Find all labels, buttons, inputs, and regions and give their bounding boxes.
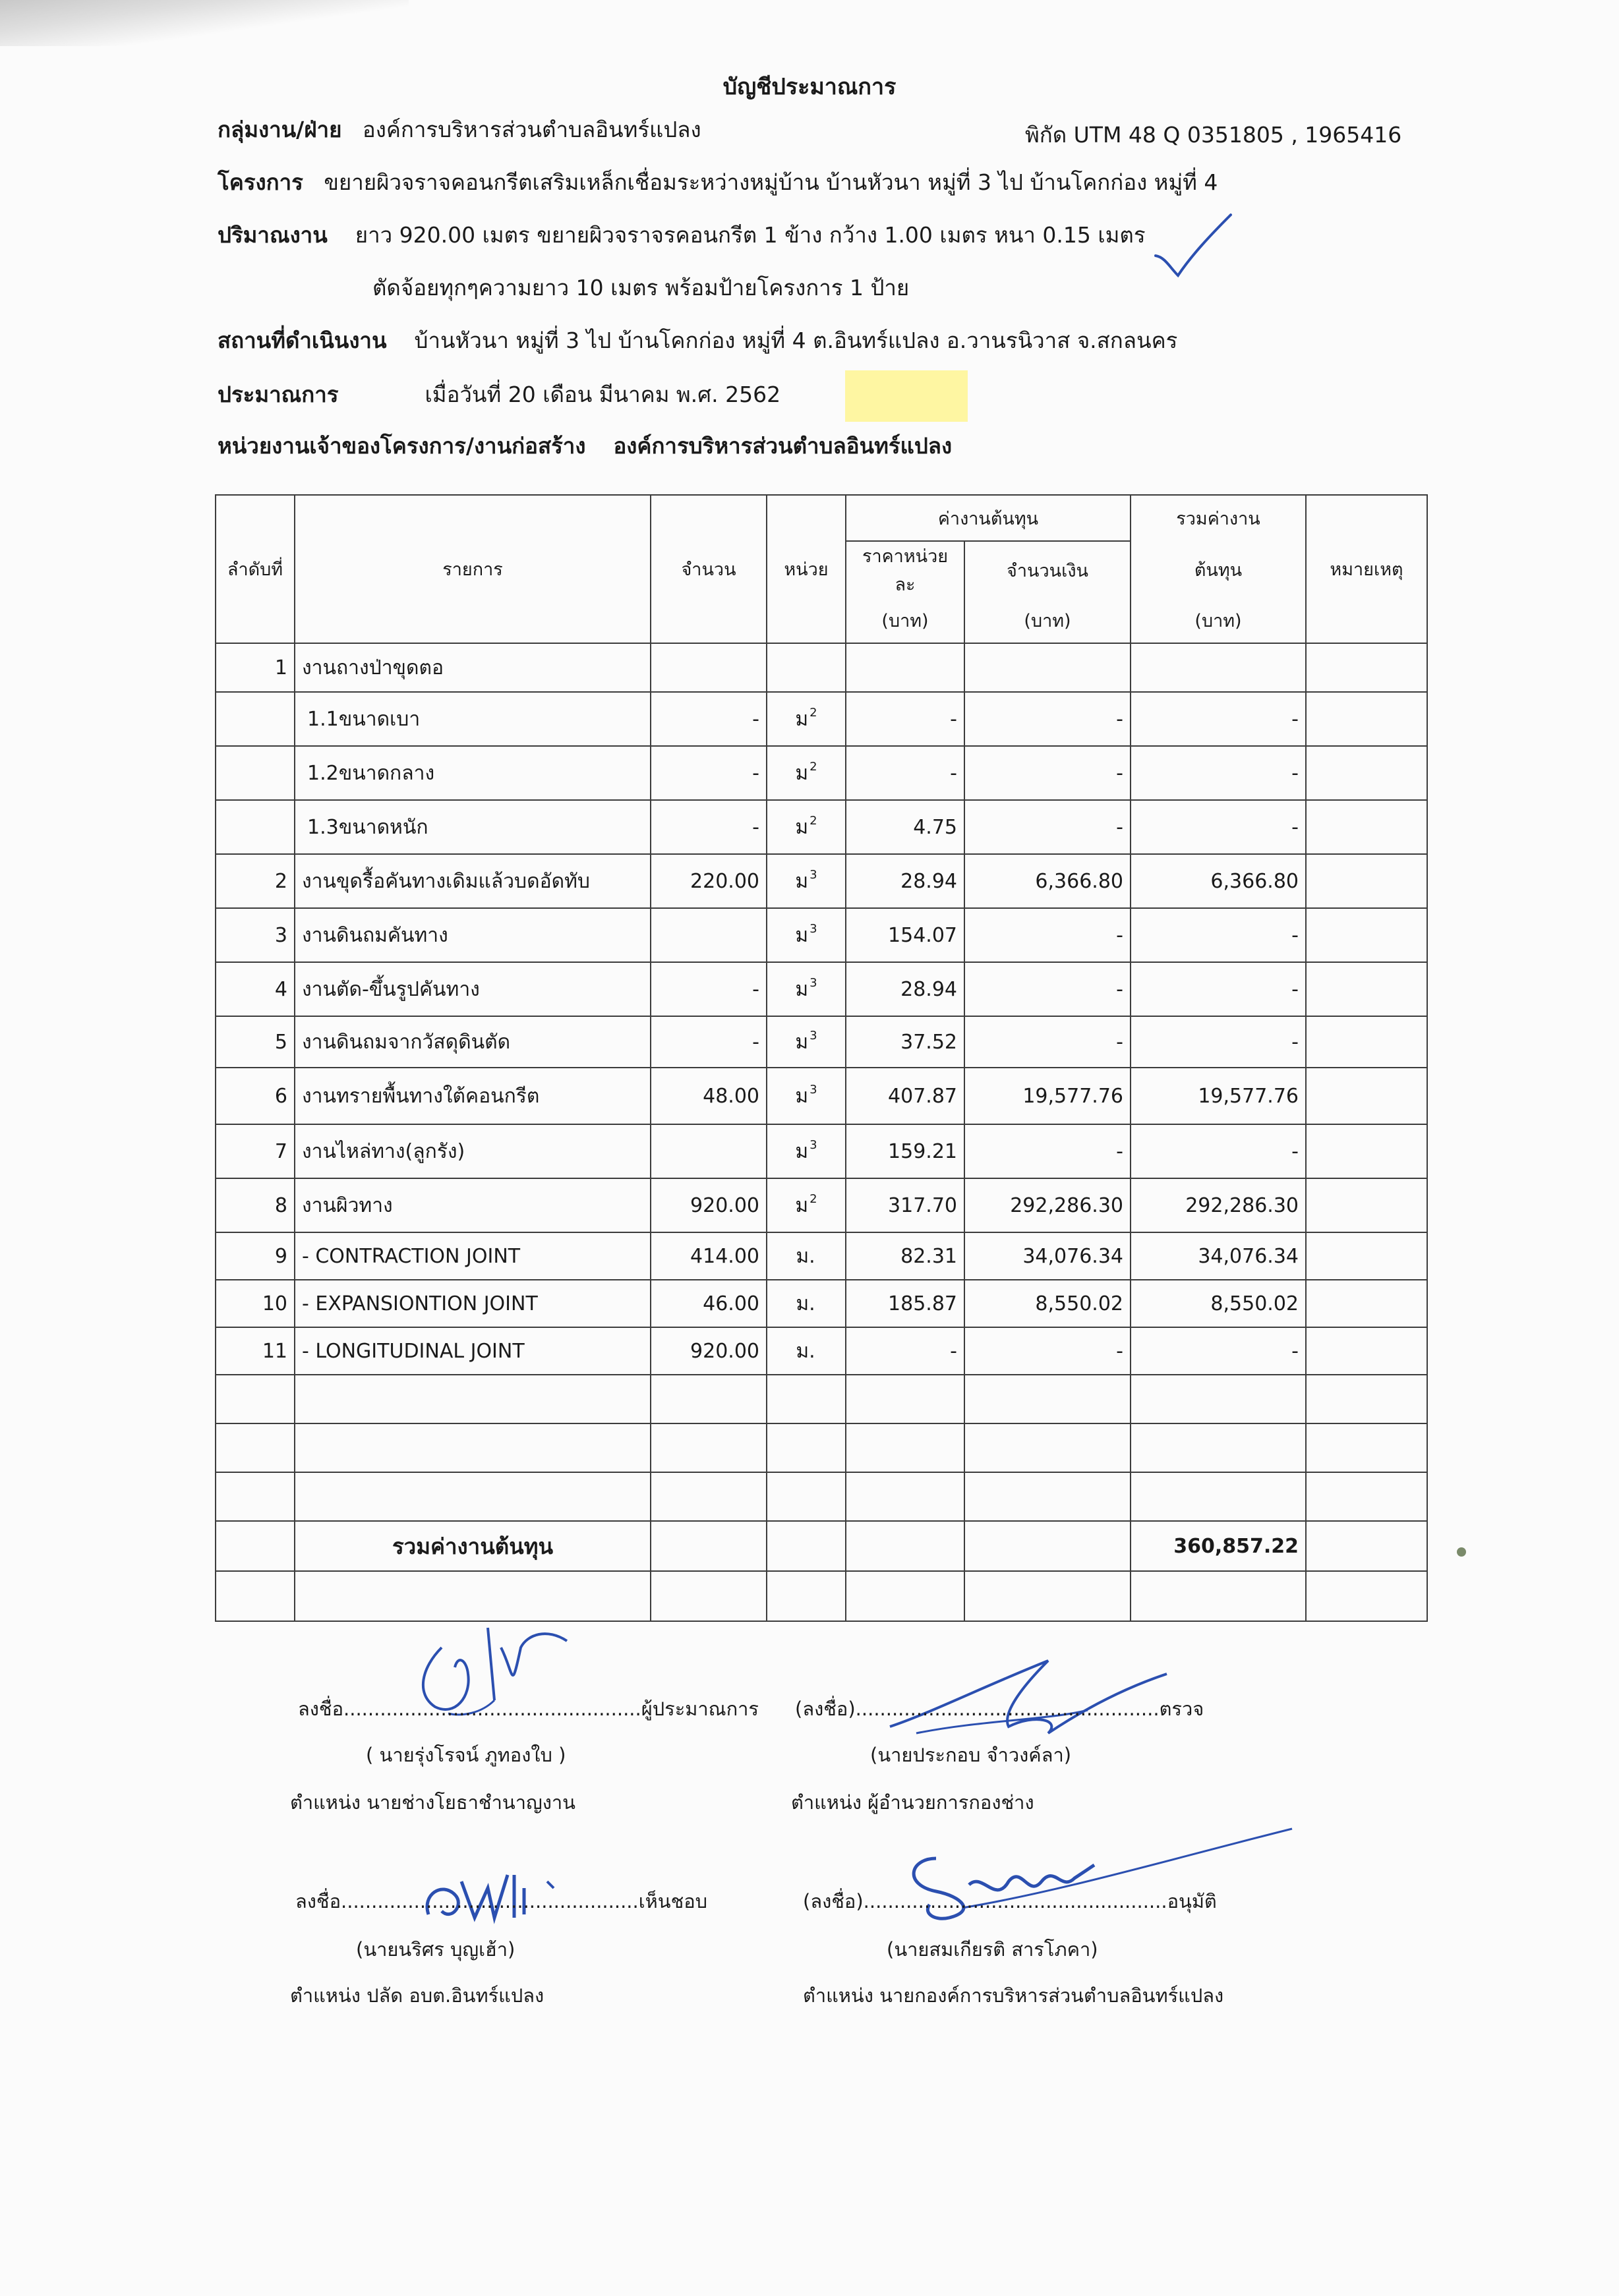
row-unit-price [846,962,964,1016]
row-item [295,962,651,1016]
table-row [216,1280,1427,1327]
owner-line [218,428,952,463]
row-qty [651,1327,767,1375]
sign-line-2: (ลงชื่อ)..................................................ตรวจ [795,1698,1204,1720]
row-qty-text: 46.00 [703,1292,759,1315]
header-total-2: ต้นทุน [1131,541,1306,598]
row-unit-price-text: 154.07 [888,923,957,947]
header-item: รายการ [295,495,651,643]
row-item [295,746,651,800]
estimate-label: ประมาณการ [218,382,339,407]
row-amount-text: 34,076.34 [1022,1244,1123,1268]
quantity-value: ยาว 920.00 เมตร ขยายผิวจราจรคอนกรีต 1 ข้าง กว้าง 1.00 เมตร หนา 0.15 เมตร [355,222,1146,248]
row-amount [964,1327,1131,1375]
row-amount-text: - [1116,815,1123,839]
row-item [295,1327,651,1375]
unit-exponent: 3 [810,921,817,936]
row-remark [1306,1016,1427,1068]
row-order-text: 2 [274,869,287,893]
row-amount-text: - [1116,761,1123,785]
row-qty [651,692,767,746]
row-remark [1306,854,1427,908]
group-line [218,112,701,147]
row-item [295,908,651,962]
row-amount [964,746,1131,800]
row-unit-price [846,908,964,962]
row-amount [964,1178,1131,1232]
row-total [1131,692,1306,746]
unit-exponent: 3 [810,975,817,990]
row-order-text: 9 [274,1244,287,1268]
row-qty-text: 220.00 [690,869,759,893]
row-unit-price [846,1178,964,1232]
row-qty [651,1178,767,1232]
row-qty [651,908,767,962]
row-remark [1306,1068,1427,1124]
row-qty [651,1124,767,1178]
row-amount-text: - [1116,1030,1123,1054]
row-unit-price [846,1280,964,1327]
row-order-text: 11 [262,1339,287,1363]
empty-row [216,1423,1427,1472]
header-total-3: (บาท) [1131,598,1306,643]
row-item [295,1178,651,1232]
unit-exponent: 2 [810,759,817,774]
row-qty-text: - [752,707,759,731]
row-total-text: 292,286.30 [1185,1193,1299,1217]
row-amount-text: - [1116,707,1123,731]
row-unit-price-text: - [950,761,957,785]
row-qty [651,1232,767,1280]
row-item [295,1124,651,1178]
checkmark-icon [1150,210,1236,282]
row-total [1131,908,1306,962]
row-qty-text: 48.00 [703,1084,759,1108]
row-unit-text: ม [795,761,809,785]
row-unit-price [846,692,964,746]
unit-exponent: 3 [810,1137,817,1152]
row-item-text: งานไหล่ทาง(ลูกรัง) [302,1139,465,1163]
estimate-date: เมื่อวันที่ 20 เดือน มีนาคม พ.ศ. 2562 [425,382,781,407]
header-amount: จำนวนเงิน [964,541,1131,598]
owner-value: องค์การบริหารส่วนตำบลอินทร์แปลง [613,433,953,459]
row-item-text: - CONTRACTION JOINT [302,1244,521,1268]
row-unit-text: ม [795,1084,809,1108]
row-item-text: - EXPANSIONTION JOINT [302,1292,538,1315]
row-order [216,962,295,1016]
estimate-line [218,377,780,412]
row-item-text: งานขุดรื้อคันทางเดิมแล้วบดอัดทับ [302,869,590,893]
signer-name-1: ( นายรุ่งโรจน์ ภูทองใบ ) [366,1744,566,1766]
row-total [1131,1280,1306,1327]
row-remark [1306,1178,1427,1232]
row-unit-price-text: 28.94 [900,869,957,893]
table-row [216,800,1427,854]
row-total-text: - [1291,1030,1299,1054]
location-line [218,323,1177,358]
project-label: โครงการ [218,169,303,195]
row-unit-price [846,1327,964,1375]
row-qty-text: - [752,977,759,1001]
row-item-text: 1.2ขนาดกลาง [307,761,435,785]
group-label: กลุ่มงาน/ฝ่าย [218,117,342,142]
total-row [216,1521,1427,1571]
row-qty-text: 920.00 [690,1193,759,1217]
unit-exponent: 2 [810,705,817,720]
row-item-text: งานตัด-ขึ้นรูปคันทาง [302,977,480,1001]
row-order [216,1280,295,1327]
row-unit [767,1280,846,1327]
row-order [216,1178,295,1232]
yellow-highlight [845,370,968,422]
unit-exponent: 3 [810,867,817,882]
row-order-text: 10 [262,1292,287,1315]
row-qty [651,854,767,908]
row-unit-price-text: 28.94 [900,977,957,1001]
row-order-text: 4 [274,977,287,1001]
row-item-text: งานดินถมจากวัสดุดินตัด [302,1030,511,1054]
row-remark [1306,1327,1427,1375]
row-unit-price-text: - [950,1339,957,1363]
row-remark [1306,692,1427,746]
row-unit-price [846,854,964,908]
row-unit-price-text: 37.52 [900,1030,957,1054]
row-total-text: - [1291,977,1299,1001]
unit-exponent: 2 [810,813,817,828]
row-order-text: 8 [274,1193,287,1217]
table-row [216,692,1427,746]
group-value: องค์การบริหารส่วนตำบลอินทร์แปลง [362,117,701,142]
signer-position-1: ตำแหน่ง นายช่างโยธาชำนาญงาน [290,1791,575,1814]
row-order [216,854,295,908]
row-item-text: งานทรายพื้นทางใต้คอนกรีต [302,1084,540,1108]
row-qty [651,1016,767,1068]
row-unit [767,854,846,908]
header-remark: หมายเหตุ [1306,495,1427,643]
row-unit [767,1327,846,1375]
row-item-text: งานผิวทาง [302,1193,393,1217]
row-qty [651,643,767,692]
quantity-label: ปริมาณงาน [218,222,328,248]
row-total-text: - [1291,1139,1299,1163]
header-order: ลำดับที่ [216,495,295,643]
unit-exponent: 3 [810,1082,817,1097]
table-footer [216,1375,1427,1621]
row-remark [1306,1124,1427,1178]
table-row [216,854,1427,908]
row-amount [964,1016,1131,1068]
row-item [295,692,651,746]
row-unit [767,692,846,746]
row-order-text: 6 [274,1084,287,1108]
header-unit-price-sub: (บาท) [846,598,964,643]
row-unit-text: ม. [796,1244,815,1268]
project-line [218,165,1218,200]
row-amount-text: 6,366.80 [1035,869,1123,893]
row-amount [964,962,1131,1016]
empty-row [216,1375,1427,1423]
row-amount [964,854,1131,908]
location-label: สถานที่ดำเนินงาน [218,328,387,353]
row-amount [964,692,1131,746]
row-unit-text: ม [795,1139,809,1163]
row-remark [1306,1280,1427,1327]
row-order [216,1327,295,1375]
row-unit-price [846,1068,964,1124]
row-amount [964,1280,1131,1327]
row-unit [767,800,846,854]
row-total-text: - [1291,707,1299,731]
row-item [295,1068,651,1124]
row-amount-text: - [1116,923,1123,947]
row-item [295,643,651,692]
row-qty [651,962,767,1016]
row-total [1131,746,1306,800]
row-unit-text: ม. [796,1292,815,1315]
row-qty-text: - [752,815,759,839]
row-amount [964,643,1131,692]
table-row [216,1232,1427,1280]
signer-name-3: (นายนริศร บุญเฮ้า) [356,1938,515,1961]
row-total [1131,1232,1306,1280]
header-unit-price: ราคาหน่วยละ [846,541,964,598]
row-order-text: 5 [274,1030,287,1054]
row-amount [964,1068,1131,1124]
table-row [216,1178,1427,1232]
row-order [216,908,295,962]
row-order-text: 7 [274,1139,287,1163]
row-unit [767,1178,846,1232]
row-order [216,692,295,746]
table-row [216,1068,1427,1124]
row-order [216,1016,295,1068]
location-value: บ้านหัวนา หมู่ที่ 3 ไป บ้านโคกก่อง หมู่ที่ 4 ต.อินทร์แปลง อ.วานรนิวาส จ.สกลนคร [414,328,1178,353]
row-unit-price-text: - [950,707,957,731]
table-row [216,1327,1427,1375]
row-total [1131,1327,1306,1375]
row-unit-text: ม [795,923,809,947]
row-qty [651,800,767,854]
row-remark [1306,908,1427,962]
table-row [216,1124,1427,1178]
row-unit-price-text: 82.31 [900,1244,957,1268]
row-total [1131,1068,1306,1124]
row-unit-price-text: 159.21 [888,1139,957,1163]
signer-position-2: ตำแหน่ง ผู้อำนวยการกองช่าง [791,1791,1034,1814]
row-total [1131,854,1306,908]
row-total-text: 34,076.34 [1198,1244,1299,1268]
row-total-text: - [1291,923,1299,947]
sign-line-4: (ลงชื่อ)..................................................อนุมัติ [803,1890,1217,1912]
row-unit-price [846,1016,964,1068]
signer-position-4: ตำแหน่ง นายกองค์การบริหารส่วนตำบลอินทร์แปลง [803,1984,1224,2007]
sign-line-3: ลงชื่อ.................................................เห็นชอบ [295,1890,708,1912]
estimate-table [215,494,1428,1622]
row-total [1131,643,1306,692]
row-amount [964,908,1131,962]
row-unit-text: ม [795,815,809,839]
sign-line-1: ลงชื่อ.................................................ผู้ประมาณการ [298,1698,759,1720]
row-total [1131,1178,1306,1232]
signer-name-4: (นายสมเกียรติ สารโภคา) [887,1938,1098,1961]
row-total [1131,1124,1306,1178]
row-unit-price [846,1124,964,1178]
row-total-text: - [1291,815,1299,839]
empty-row [216,1472,1427,1521]
quantity-line [218,217,1146,252]
table-row [216,1016,1427,1068]
row-unit-price [846,1232,964,1280]
row-order [216,800,295,854]
header-qty: จำนวน [651,495,767,643]
row-unit [767,1232,846,1280]
scan-corner-shadow [0,0,409,46]
signer-name-2: (นายประกอบ จำวงค์ลา) [870,1744,1072,1766]
row-unit [767,1124,846,1178]
row-unit-text: ม [795,1030,809,1054]
row-amount-text: - [1116,977,1123,1001]
row-order [216,746,295,800]
unit-exponent: 3 [810,1028,817,1043]
empty-row [216,1571,1427,1621]
row-item [295,1280,651,1327]
row-item [295,854,651,908]
header-total-1: รวมค่างาน [1131,495,1306,541]
signer-position-3: ตำแหน่ง ปลัด อบต.อินทร์แปลง [290,1984,545,2007]
row-item-text: งานดินถมคันทาง [302,923,448,947]
row-unit [767,962,846,1016]
total-value: 360,857.22 [1131,1521,1306,1571]
table-body [216,643,1427,1375]
header-amount-sub: (บาท) [964,598,1131,643]
utm-coordinates: พิกัด UTM 48 Q 0351805 , 1965416 [1025,122,1402,148]
row-unit [767,908,846,962]
row-total [1131,800,1306,854]
project-value: ขยายผิวจราจคอนกรีตเสริมเหล็กเชื่อมระหว่างหมู่บ้าน บ้านหัวนา หมู่ที่ 3 ไป บ้านโคกก่อง หมู่ที่ 4 [324,169,1218,195]
row-unit-text: ม. [796,1339,815,1363]
row-unit-price [846,746,964,800]
row-unit-text: ม [795,869,809,893]
row-unit-text: ม [795,977,809,1001]
row-item [295,800,651,854]
row-qty-text: 414.00 [690,1244,759,1268]
row-order [216,1232,295,1280]
owner-label: หน่วยงานเจ้าของโครงการ/งานก่อสร้าง [218,433,586,459]
row-total-text: - [1291,1339,1299,1363]
total-label: รวมค่างานต้นทุน [295,1521,651,1571]
row-amount [964,800,1131,854]
row-qty-text: - [752,761,759,785]
row-item [295,1232,651,1280]
row-total-text: 19,577.76 [1198,1084,1299,1108]
row-remark [1306,1232,1427,1280]
row-amount-text: - [1116,1339,1123,1363]
row-qty-text: - [752,1030,759,1054]
row-remark [1306,962,1427,1016]
row-item-text: 1.3ขนาดหนัก [307,815,428,839]
table-row [216,643,1427,692]
row-qty-text: 920.00 [690,1339,759,1363]
row-item-text: งานถางป่าขุดตอ [302,656,444,679]
row-order-text: 1 [274,656,287,679]
table-row [216,908,1427,962]
header-cost-group: ค่างานต้นทุน [846,495,1131,541]
row-unit-text: ม [795,1193,809,1217]
row-unit-price [846,643,964,692]
row-remark [1306,746,1427,800]
ink-spot [1457,1547,1466,1557]
row-total-text: 8,550.02 [1210,1292,1299,1315]
row-unit-price-text: 407.87 [888,1084,957,1108]
row-amount-text: - [1116,1139,1123,1163]
row-total-text: 6,366.80 [1210,869,1299,893]
row-unit [767,746,846,800]
row-unit-price-text: 4.75 [913,815,957,839]
row-unit [767,1016,846,1068]
row-total [1131,962,1306,1016]
row-qty [651,746,767,800]
document-title: บัญชีประมาณการ [722,74,897,100]
row-order [216,643,295,692]
row-remark [1306,800,1427,854]
row-item [295,1016,651,1068]
table-row [216,746,1427,800]
row-unit-price [846,800,964,854]
row-unit [767,1068,846,1124]
row-qty [651,1280,767,1327]
row-unit-price-text: 185.87 [888,1292,957,1315]
row-unit [767,643,846,692]
row-amount [964,1232,1131,1280]
row-order [216,1124,295,1178]
unit-exponent: 2 [810,1191,817,1206]
row-total [1131,1016,1306,1068]
row-amount-text: 8,550.02 [1035,1292,1123,1315]
row-item-text: 1.1ขนาดเบา [307,707,421,731]
row-unit-price-text: 317.70 [888,1193,957,1217]
row-item-text: - LONGITUDINAL JOINT [302,1339,525,1363]
row-order-text: 3 [274,923,287,947]
row-total-text: - [1291,761,1299,785]
row-amount-text: 19,577.76 [1022,1084,1123,1108]
quantity-value-2: ตัดจ้อยทุกๆความยาว 10 เมตร พร้อมป้ายโครงการ 1 ป้าย [372,275,910,301]
row-amount [964,1124,1131,1178]
row-amount-text: 292,286.30 [1010,1193,1123,1217]
table-row [216,962,1427,1016]
row-remark [1306,643,1427,692]
row-unit-text: ม [795,707,809,731]
row-qty [651,1068,767,1124]
row-order [216,1068,295,1124]
header-unit: หน่วย [767,495,846,643]
